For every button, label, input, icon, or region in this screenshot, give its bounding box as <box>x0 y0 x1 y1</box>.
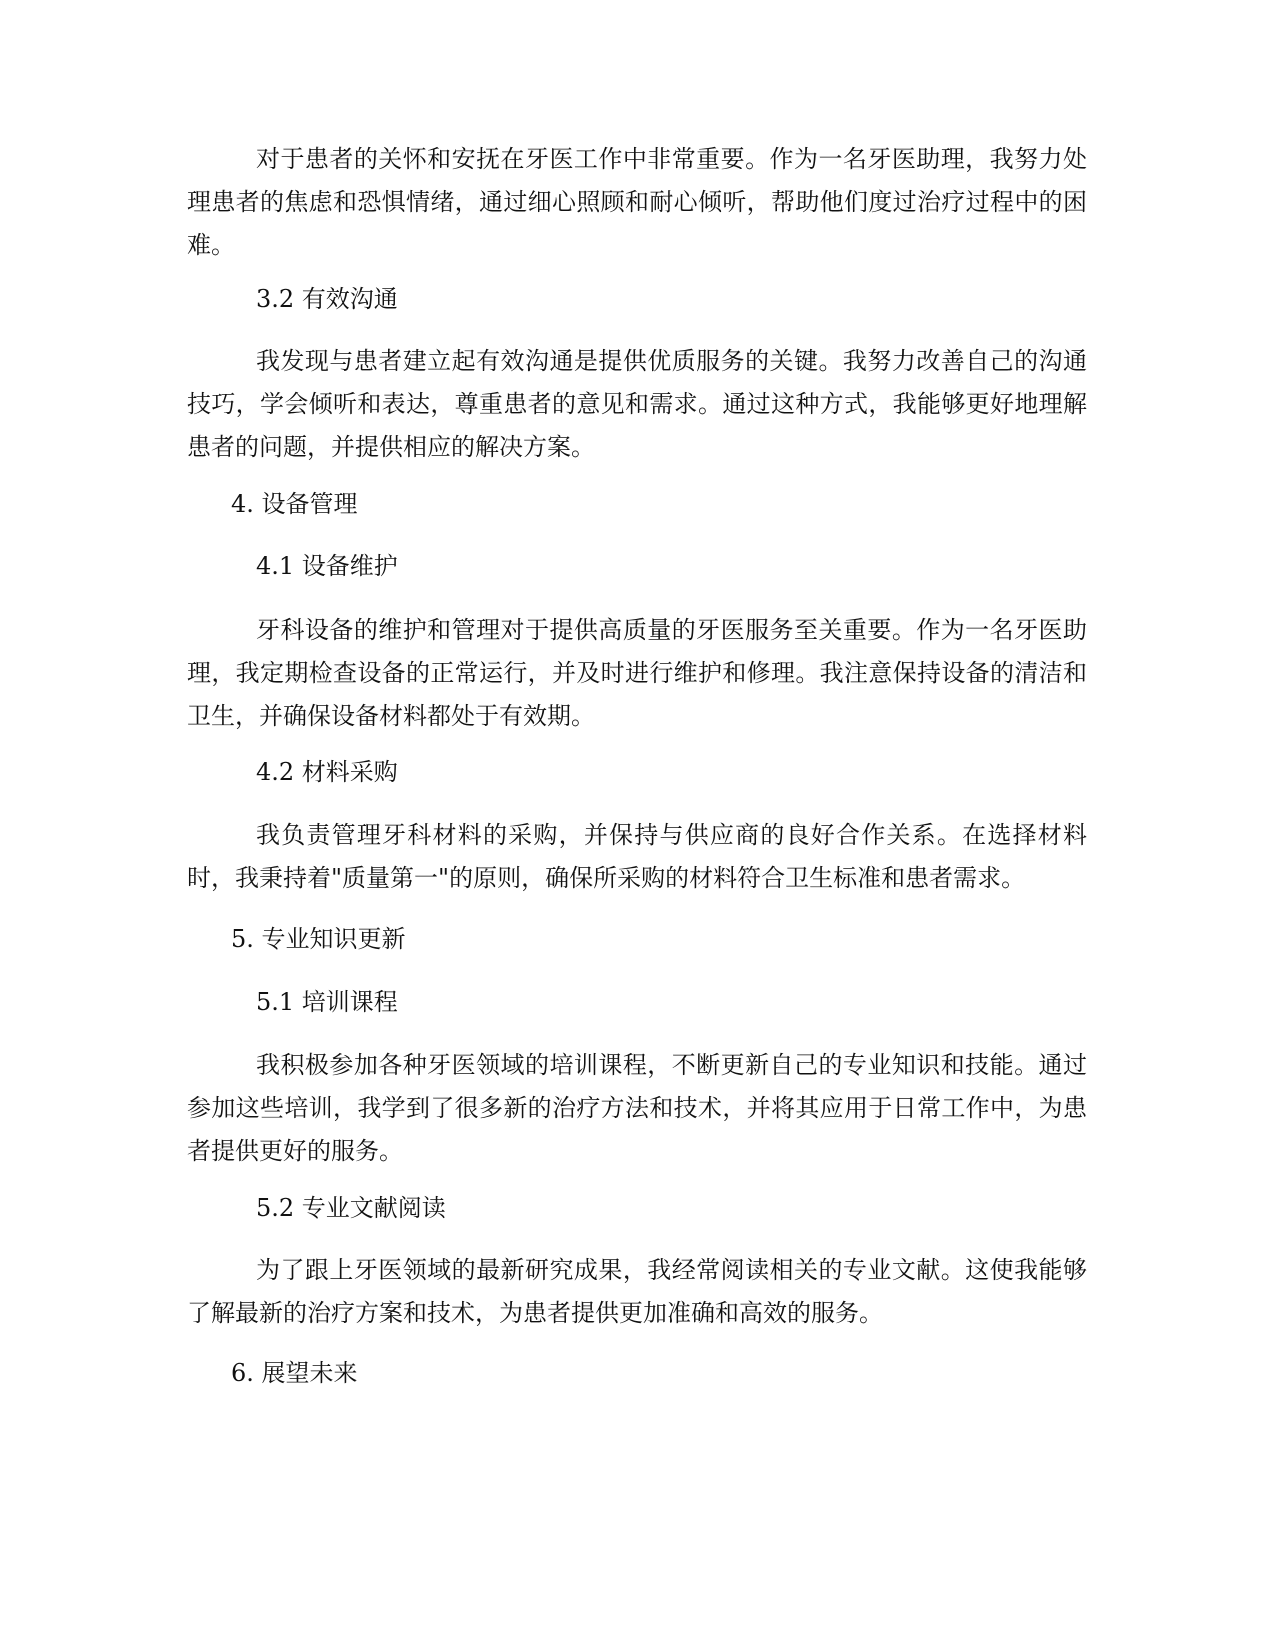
paragraph-equipment-maintenance: 牙科设备的维护和管理对于提供高质量的牙医服务至关重要。作为一名牙医助理，我定期检查设备的正常运行，并及时进行维护和修理。我注意保持设备的清洁和卫生，并确保设备材料都处于有效期。 <box>187 616 1087 730</box>
heading-6: 6. 展望未来 <box>231 1359 358 1387</box>
paragraph-patient-care: 对于患者的关怀和安抚在牙医工作中非常重要。作为一名牙医助理，我努力处理患者的焦虑和恐惧情绪，通过细心照顾和耐心倾听，帮助他们度过治疗过程中的困难。 <box>187 145 1087 259</box>
subheading-4-1: 4.1 设备维护 <box>256 552 398 580</box>
paragraph-material-purchasing: 我负责管理牙科材料的采购，并保持与供应商的良好合作关系。在选择材料时，我秉持着"质量第一"的原则，确保所采购的材料符合卫生标准和患者需求。 <box>187 821 1087 892</box>
subheading-5-2: 5.2 专业文献阅读 <box>256 1194 446 1222</box>
heading-4: 4. 设备管理 <box>231 490 358 518</box>
paragraph-literature: 为了跟上牙医领域的最新研究成果，我经常阅读相关的专业文献。这使我能够了解最新的治疗方案和技术，为患者提供更加准确和高效的服务。 <box>187 1256 1087 1327</box>
subheading-5-1: 5.1 培训课程 <box>256 988 398 1016</box>
subheading-3-2: 3.2 有效沟通 <box>256 285 398 313</box>
paragraph-communication: 我发现与患者建立起有效沟通是提供优质服务的关键。我努力改善自己的沟通技巧，学会倾听和表达，尊重患者的意见和需求。通过这种方式，我能够更好地理解患者的问题，并提供相应的解决方案。 <box>187 347 1087 461</box>
paragraph-training: 我积极参加各种牙医领域的培训课程，不断更新自己的专业知识和技能。通过参加这些培训，我学到了很多新的治疗方法和技术，并将其应用于日常工作中，为患者提供更好的服务。 <box>187 1051 1087 1165</box>
heading-5: 5. 专业知识更新 <box>231 925 406 953</box>
subheading-4-2: 4.2 材料采购 <box>256 758 398 786</box>
